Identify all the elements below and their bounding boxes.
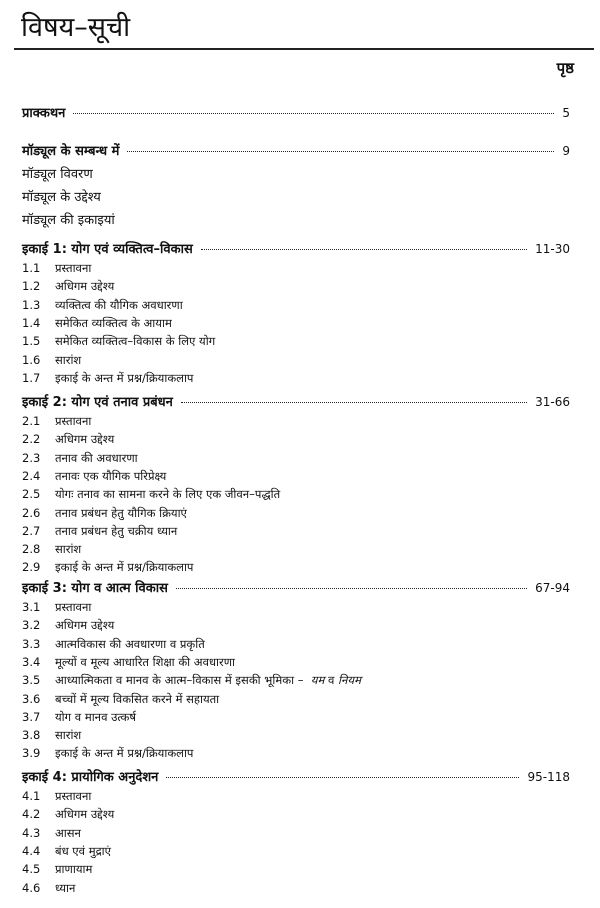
toc-subitem [22, 600, 91, 615]
subitem-text: तनावः एक यौगिक परिप्रेक्ष्य [55, 468, 167, 483]
toc-subitem [22, 414, 91, 429]
toc-subitem [22, 655, 235, 670]
toc-subitem [22, 353, 81, 368]
subitem-number: 3.8 [22, 728, 41, 743]
unit-heading: इकाई 3: योग व आत्म विकास [22, 581, 168, 596]
subitem-number: 3.1 [22, 600, 41, 614]
subitem-text: योग व मानव उत्कर्ष [55, 709, 137, 724]
subitem-number: 2.9 [22, 560, 41, 575]
toc-subitem [22, 334, 215, 349]
unit-heading: इकाई 2: योग एवं तनाव प्रबंधन [22, 395, 173, 410]
subitem-text: समेकित व्यक्तित्व–विकास के लिए योग [55, 334, 216, 349]
title-underline [14, 48, 594, 50]
toc-subitem [22, 316, 172, 331]
subitem-number: 3.3 [22, 636, 41, 651]
toc-subitem [22, 542, 81, 557]
unit-heading-row [22, 392, 570, 410]
dot-leader [166, 777, 519, 778]
subitem-text: प्रस्तावना [55, 600, 92, 614]
module-item: मॉड्यूल के उद्देश्य [22, 190, 101, 205]
subitem-number: 2.8 [22, 542, 41, 557]
subitem-number: 1.6 [22, 352, 41, 367]
subitem-number: 1.7 [22, 370, 41, 385]
toc-subitem [22, 862, 92, 877]
subitem-text: प्रस्तावना [55, 789, 92, 803]
subitem-number: 2.2 [22, 432, 41, 447]
subitem-number: 4.1 [22, 789, 41, 803]
subitem-text: तनाव की अवधारणा [55, 450, 138, 465]
toc-subitem [22, 506, 187, 521]
subitem-text: अधिगम उद्देश्य [55, 618, 115, 633]
toc-subitem [22, 560, 193, 575]
toc-subitem [22, 746, 193, 761]
toc-subitem [22, 432, 114, 447]
toc-subitem [22, 807, 114, 822]
unit-page-range: 11-30 [535, 242, 570, 256]
toc-row-page: 9 [562, 144, 570, 158]
subitem-text: आत्मविकास की अवधारणा व प्रकृति [55, 636, 205, 651]
toc-subitem [22, 826, 81, 841]
toc-subitem [22, 789, 91, 804]
subitem-text: अधिगम उद्देश्य [55, 432, 115, 447]
subitem-number: 2.3 [22, 450, 41, 465]
subitem-text: बच्चों में मूल्य विकसित करने में सहायता [55, 691, 220, 706]
subitem-number: 3.5 [22, 673, 41, 688]
toc-subitem [22, 261, 91, 276]
toc-subitem [22, 279, 114, 294]
subitem-text: ध्यान [55, 880, 76, 895]
subitem-text: मूल्यों व मूल्य आधारित शिक्षा की अवधारणा [55, 654, 236, 669]
subitem-number: 3.4 [22, 654, 41, 669]
toc-subitem [22, 637, 205, 652]
subitem-text: प्रस्तावना [55, 261, 92, 275]
subitem-text: सारांश [55, 728, 82, 743]
unit-page-range: 31-66 [535, 395, 570, 409]
subitem-text: समेकित व्यक्तित्व के आयाम [55, 315, 172, 330]
toc-subitem [22, 469, 166, 484]
subitem-number: 2.6 [22, 505, 41, 520]
subitem-text: इकाई के अन्त में प्रश्न/क्रियाकलाप [55, 560, 194, 575]
toc-subitem [22, 728, 81, 743]
toc-row-module [22, 141, 570, 159]
toc-subitem [22, 844, 111, 859]
toc-subitem [22, 673, 361, 688]
dot-leader [127, 151, 554, 152]
subitem-number: 1.4 [22, 315, 41, 330]
toc-subitem [22, 710, 136, 725]
toc-subitem [22, 487, 280, 502]
dot-leader [181, 402, 527, 403]
subitem-number: 3.2 [22, 618, 41, 633]
subitem-number: 4.5 [22, 862, 41, 877]
unit-page-range: 67-94 [535, 581, 570, 595]
subitem-number: 4.2 [22, 807, 41, 822]
subitem-text: योगः तनाव का सामना करने के लिए एक जीवन–पद्धति [55, 487, 281, 502]
toc-subitem [22, 692, 219, 707]
unit-heading-row [22, 239, 570, 257]
subitem-text: तनाव प्रबंधन हेतु चक्रीय ध्यान [55, 523, 178, 538]
subitem-text: अधिगम उद्देश्य [55, 807, 115, 822]
unit-page-range: 95-118 [527, 770, 570, 784]
subitem-number: 1.2 [22, 279, 41, 294]
unit-heading-row [22, 767, 570, 785]
subitem-text: तनाव प्रबंधन हेतु यौगिक क्रियाएं [55, 505, 187, 520]
subitem-text: अधिगम उद्देश्य [55, 279, 115, 294]
subitem-number: 2.4 [22, 468, 41, 483]
subitem-text: प्राणायाम [55, 862, 93, 877]
subitem-number: 1.3 [22, 297, 41, 312]
subitem-text: सारांश [55, 352, 82, 367]
toc-row-prastavana [22, 103, 570, 121]
subitem-number: 1.1 [22, 261, 41, 275]
toc-subitem [22, 298, 183, 313]
page-column-label: पृष्ठ [556, 59, 574, 77]
subitem-text: इकाई के अन्त में प्रश्न/क्रियाकलाप [55, 746, 194, 761]
unit-heading: इकाई 1: योग एवं व्यक्तित्व–विकास [22, 242, 193, 257]
subitem-text: आसन [55, 825, 81, 840]
toc-subitem [22, 524, 177, 539]
dot-leader [201, 249, 527, 250]
subitem-text: सारांश [55, 542, 82, 557]
subitem-text: व्यक्तित्व की यौगिक अवधारणा [55, 297, 183, 312]
italic-term: यम [310, 673, 325, 688]
toc-subitem [22, 881, 75, 896]
unit-heading-row [22, 578, 570, 596]
toc-row-page: 5 [562, 106, 570, 120]
toc-subitem [22, 371, 193, 386]
toc-subitem [22, 451, 138, 466]
page-title: विषय–सूची [21, 12, 131, 43]
subitem-text: इकाई के अन्त में प्रश्न/क्रियाकलाप [55, 370, 194, 385]
italic-term: नियम [338, 673, 361, 688]
subitem-text: प्रस्तावना [55, 414, 92, 428]
subitem-number: 4.4 [22, 843, 41, 858]
toc-row-label: प्राक्कथन [22, 106, 66, 121]
subitem-text: बंध एवं मुद्राएं [55, 843, 112, 858]
toc-subitem [22, 618, 114, 633]
subitem-number: 2.5 [22, 487, 41, 502]
subitem-number: 1.5 [22, 334, 41, 349]
subitem-number: 4.6 [22, 880, 41, 895]
subitem-number: 2.7 [22, 523, 41, 538]
subitem-number: 2.1 [22, 414, 41, 428]
subitem-number: 3.6 [22, 691, 41, 706]
module-item: मॉड्यूल की इकाइयां [22, 213, 115, 228]
toc-row-label: मॉड्यूल के सम्बन्ध में [22, 144, 120, 159]
subitem-number: 3.7 [22, 709, 41, 724]
module-item: मॉड्यूल विवरण [22, 167, 93, 182]
subitem-number: 3.9 [22, 746, 41, 761]
dot-leader [73, 113, 554, 114]
unit-heading: इकाई 4: प्रायोगिक अनुदेशन [22, 770, 159, 785]
dot-leader [176, 588, 527, 589]
subitem-number: 4.3 [22, 825, 41, 840]
subitem-text: आध्यात्मिकता व मानव के आत्म–विकास में इसकी भूमिका – यम व नियम [55, 673, 361, 688]
